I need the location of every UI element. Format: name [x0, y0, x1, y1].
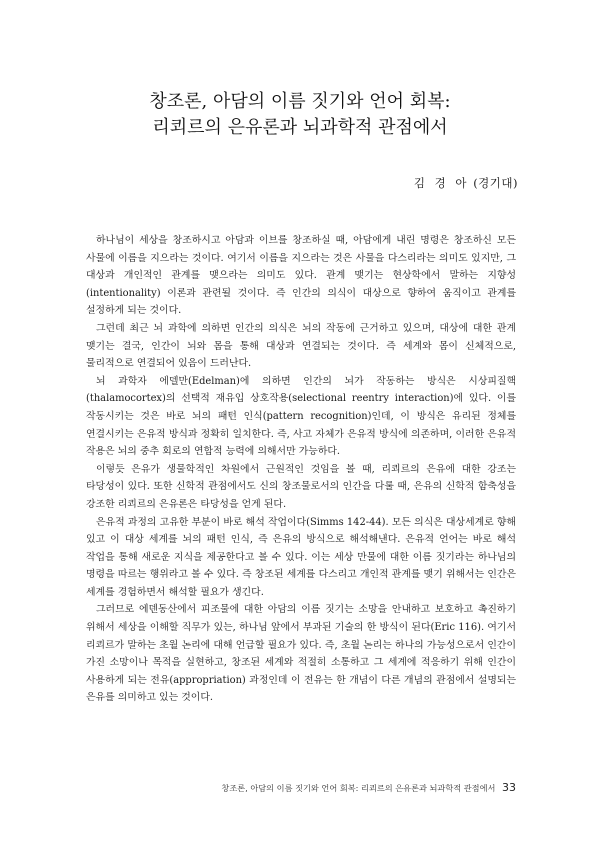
author-byline: [414, 175, 518, 191]
author-affiliation: (경기대): [473, 176, 518, 190]
paragraph: 그런데 최근 뇌 과학에 의하면 인간의 의식은 뇌의 작동에 근거하고 있으며, 대상에 대한 관계 맺기는 결국, 인간이 뇌와 몸을 통해 대상과 연결되는 것이다. 즉 세계와 몸이 신체적으로, 물리적으로 연결되어 있음이 드러난다.: [86, 322, 516, 370]
paragraph: 은유적 과정의 고유한 부분이 바로 해석 작업이다(Simms 142-44). 모든 의식은 대상세계로 향해 있고 이 대상 세계를 뇌의 패턴 인식, 즉 은유의 방식으로 해석해낸다. 은유적 언어는 바로 해석 작업을 통해 새로운 지식을 제공한다고 볼 수 있다. 이는 세상 만물에 대한 이름 짓기라는 하나님의 명령을 따르는 행위라고 볼 수 있다. 즉 창조된 세계를 다스리고 개인적 관계를 맺기 위해서는 인간은 세계를 경험하면서 해석할 필요가 생긴다.: [86, 516, 516, 598]
running-title: 창조론, 아담의 이름 짓기와 언어 회복: 리쾨르의 은유론과 뇌과학적 관점에서: [221, 783, 496, 793]
paragraph: 이렇듯 은유가 생물학적인 차원에서 근원적인 것임을 볼 때, 리쾨르의 은유에 대한 강조는 타당성이 있다. 또한 신학적 관점에서도 신의 창조물로서의 인간을 다룰 때, 은유의 신학적 함축성을 강조한 리쾨르의 은유론은 타당성을 얻게 된다.: [86, 463, 516, 510]
page-number: 33: [502, 781, 516, 794]
page-footer: [221, 780, 516, 796]
abstract-body: [86, 232, 516, 707]
author-name: 김 경 아: [413, 176, 470, 190]
paper-title-line-2: 리쾨르의 은유론과 뇌과학적 관점에서: [152, 117, 448, 138]
paper-title-line-1: 창조론, 아담의 이름 짓기와 언어 회복:: [149, 91, 451, 112]
paragraph: 그러므로 에덴동산에서 피조물에 대한 아담의 이름 짓기는 소망을 안내하고 보호하고 촉진하기 위해서 세상을 이해할 직무가 있는, 하나님 앞에서 부과된 기술의 한 방식이 된다(Eric 116). 여기서 리쾨르가 말하는 초월 논리에 대해 언급할 필요가 있다. 즉, 초월 논리는 하나의 가능성으로서 인간이 가진 소망이나 목적을 실현하고, 창조된 세계와 적절히 소통하고 그 세계에 적응하기 위해 인간이 사용하게 되는 전유(appropriation) 과정인데 이 전유는 한 개념이 다른 개념의 관점에서 설명되는 은유를 의미하고 있는 것이다.: [86, 604, 516, 704]
paragraph: 뇌 과학자 에델만(Edelman)에 의하면 인간의 뇌가 작동하는 방식은 시상피질핵(thalamocortex)의 선택적 재유입 상호작용(selectional reentry interaction)에 있다. 이를 작동시키는 것은 바로 뇌의 패턴 인식(pattern recognition)인데, 이 방식은 유리된 정체를 연결시키는 은유적 방식과 정확히 일치한다. 즉, 사고 자체가 은유적 방식에 의존하며, 이러한 은유적 작용은 뇌의 중추 회로의 연합적 능력에 의해서만 가능하다.: [86, 375, 516, 458]
paragraph: 하나님이 세상을 창조하시고 아담과 이브를 창조하실 때, 아담에게 내린 명령은 창조하신 모든 사물에 이름을 지으라는 것이다. 여기서 이름을 지으라는 것은 사물을 다스리라는 의미도 있지만, 그 대상과 개인적인 관계를 맺으라는 의미도 있다. 관계 맺기는 현상학에서 말하는 지향성(intentionality) 이론과 관련될 것이다. 즉 인간의 의식이 대상으로 향하여 움직이고 관계를 설정하게 되는 것이다.: [86, 235, 516, 317]
